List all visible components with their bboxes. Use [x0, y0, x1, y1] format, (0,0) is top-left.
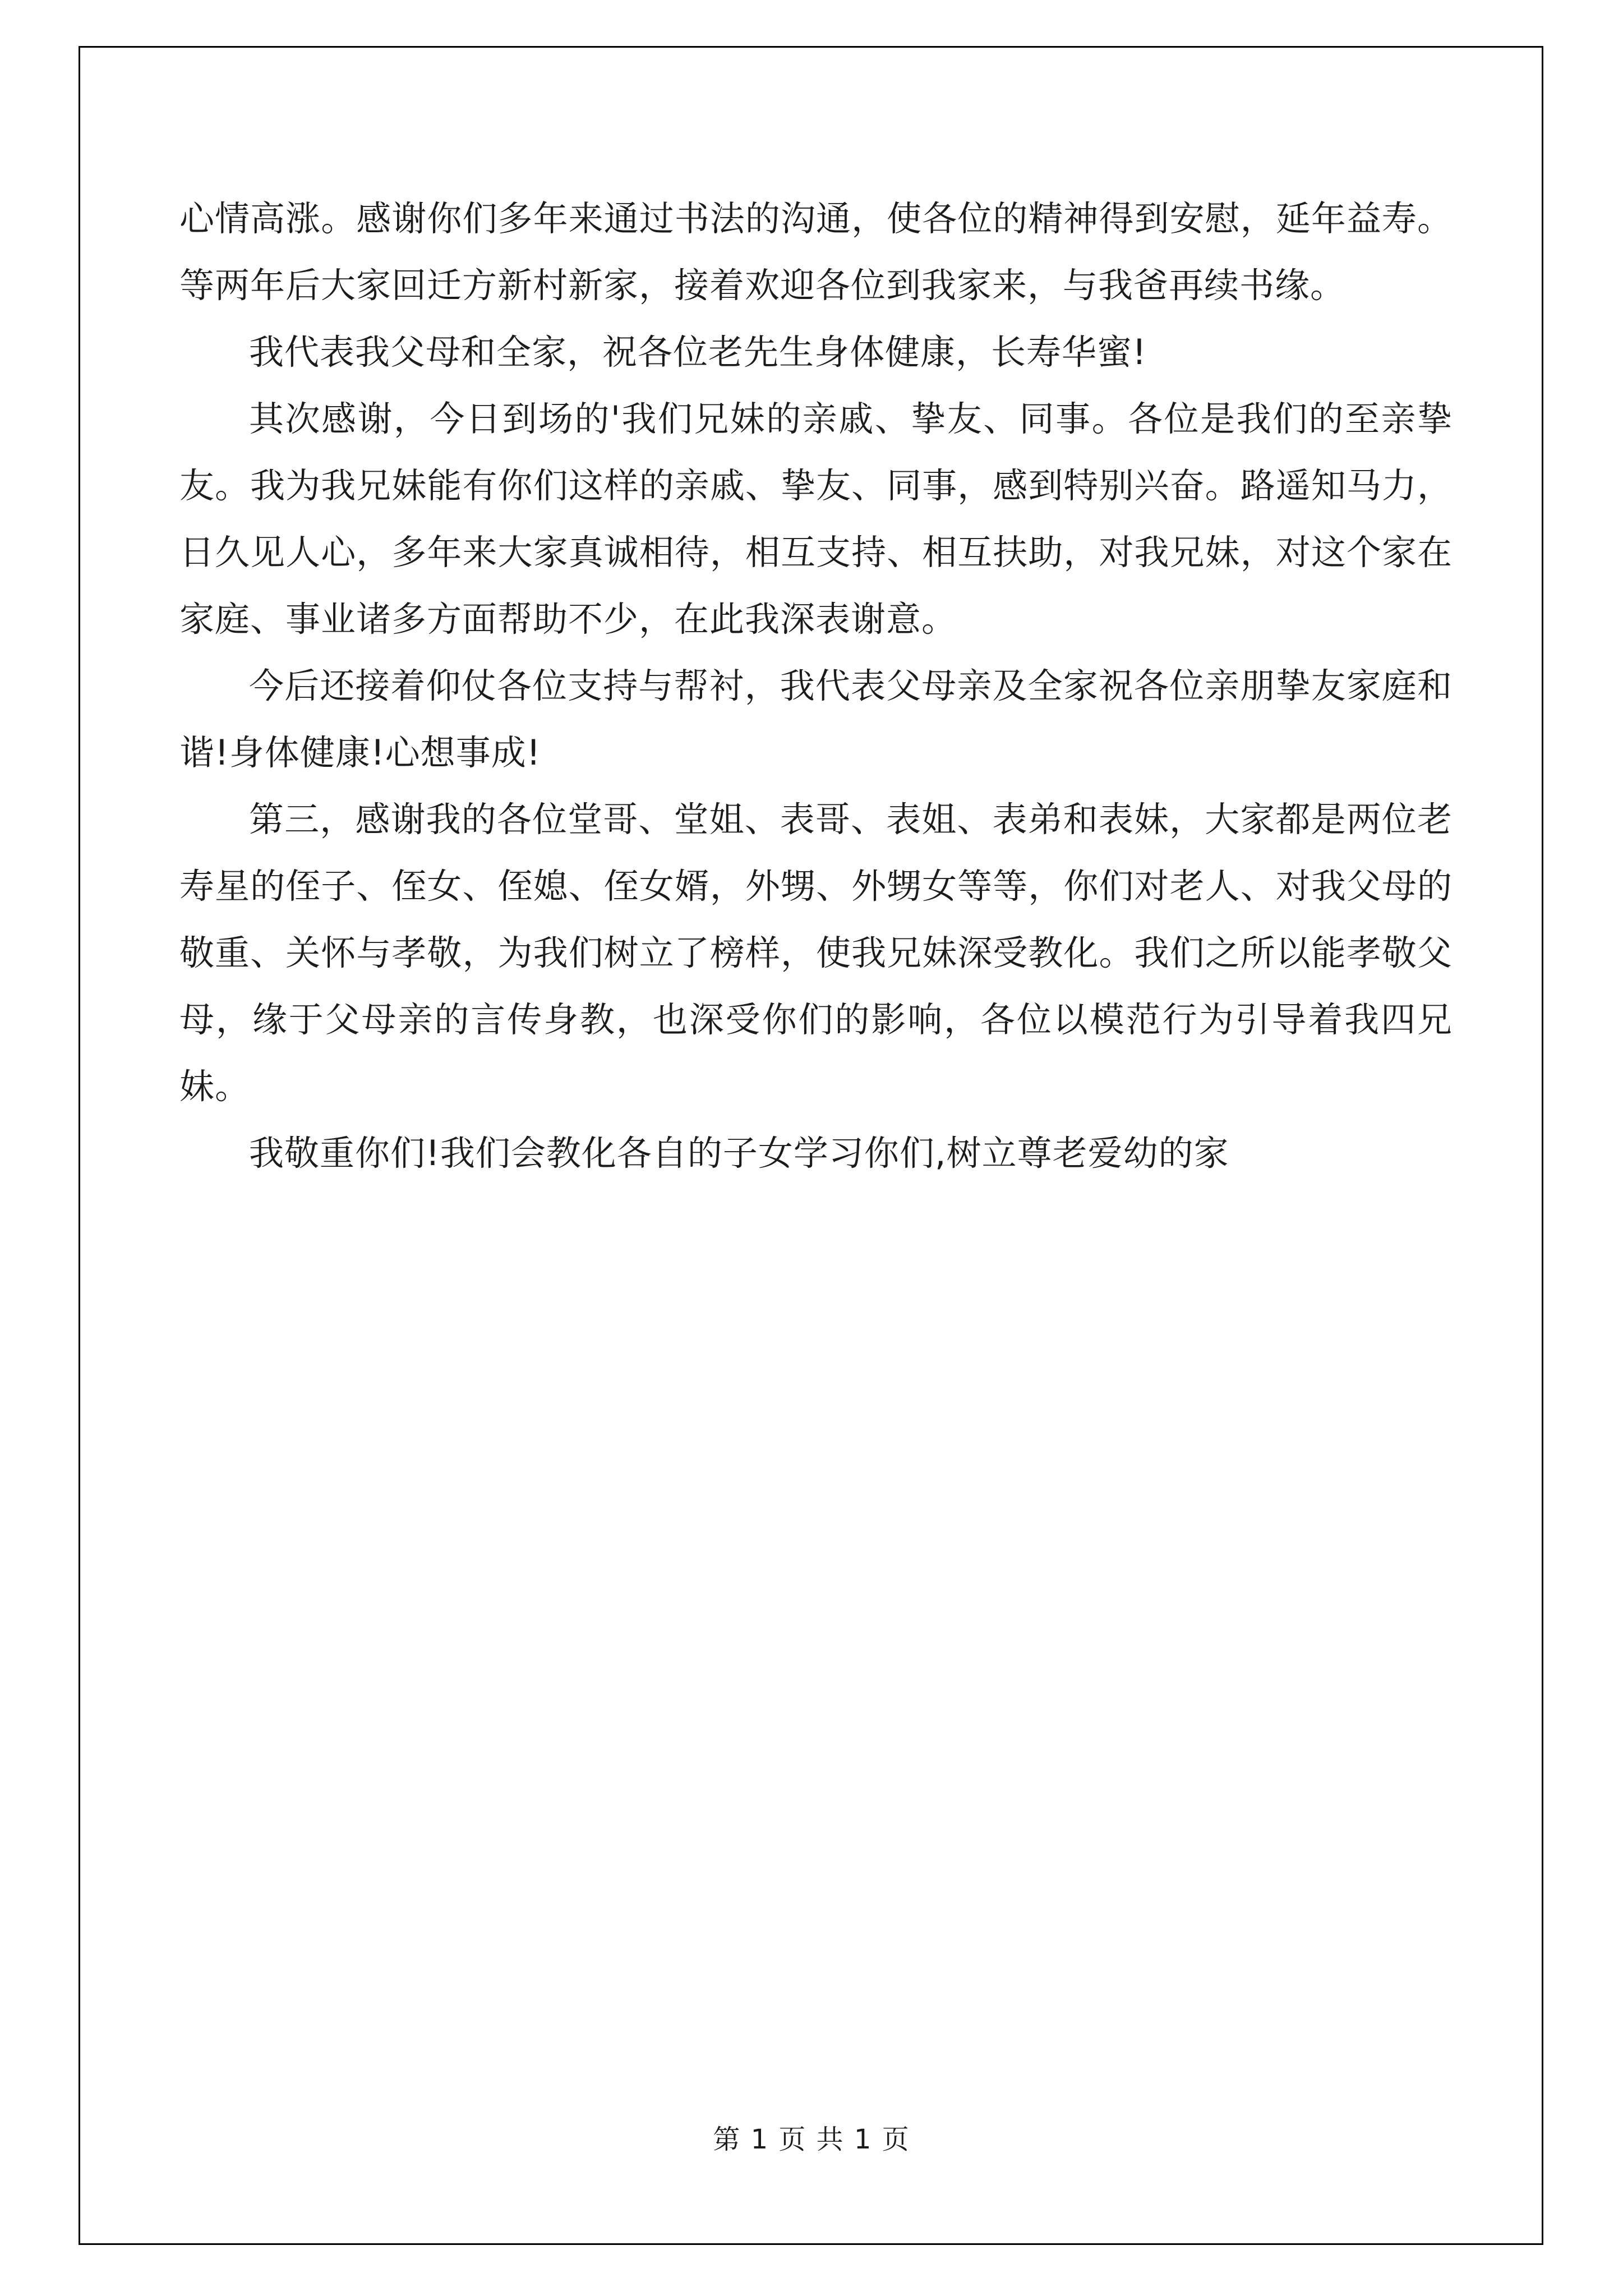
- paragraph: 我敬重你们!我们会教化各自的子女学习你们,树立尊老爱幼的家: [249, 1133, 1229, 1174]
- paragraph: 我代表我父母和全家，祝各位老先生身体健康，长寿华蜜!: [249, 332, 1147, 373]
- document-body: [179, 185, 1453, 1186]
- paragraph: 今后还接着仰仗各位支持与帮衬，我代表父母亲及全家祝各位亲朋挚友家庭和谐!身体健康!心想事成!: [179, 665, 1453, 774]
- paragraph: 心情高涨。感谢你们多年来通过书法的沟通，使各位的精神得到安慰，延年益寿。等两年后大家回迁方新村新家，接着欢迎各位到我家来，与我爸再续书缘。: [179, 198, 1453, 306]
- paragraph: 其次感谢，今日到场的'我们兄妹的亲戚、挚友、同事。各位是我们的至亲挚友。我为我兄妹能有你们这样的亲戚、挚友、同事，感到特别兴奋。路遥知马力，日久见人心，多年来大家真诚相待，相互支持、相互扶助，对我兄妹，对这个家在家庭、事业诸多方面帮助不少，在此我深表谢意。: [179, 398, 1453, 640]
- page-footer: 第 1 页 共 1 页: [713, 2124, 910, 2155]
- paragraph: 第三，感谢我的各位堂哥、堂姐、表哥、表姐、表弟和表妹，大家都是两位老寿星的侄子、侄女、侄媳、侄女婿，外甥、外甥女等等，你们对老人、对我父母的敬重、关怀与孝敬，为我们树立了榜样，使我兄妹深受教化。我们之所以能孝敬父母，缘于父母亲的言传身教，也深受你们的影响，各位以模范行为引导着我四兄妹。: [179, 799, 1453, 1107]
